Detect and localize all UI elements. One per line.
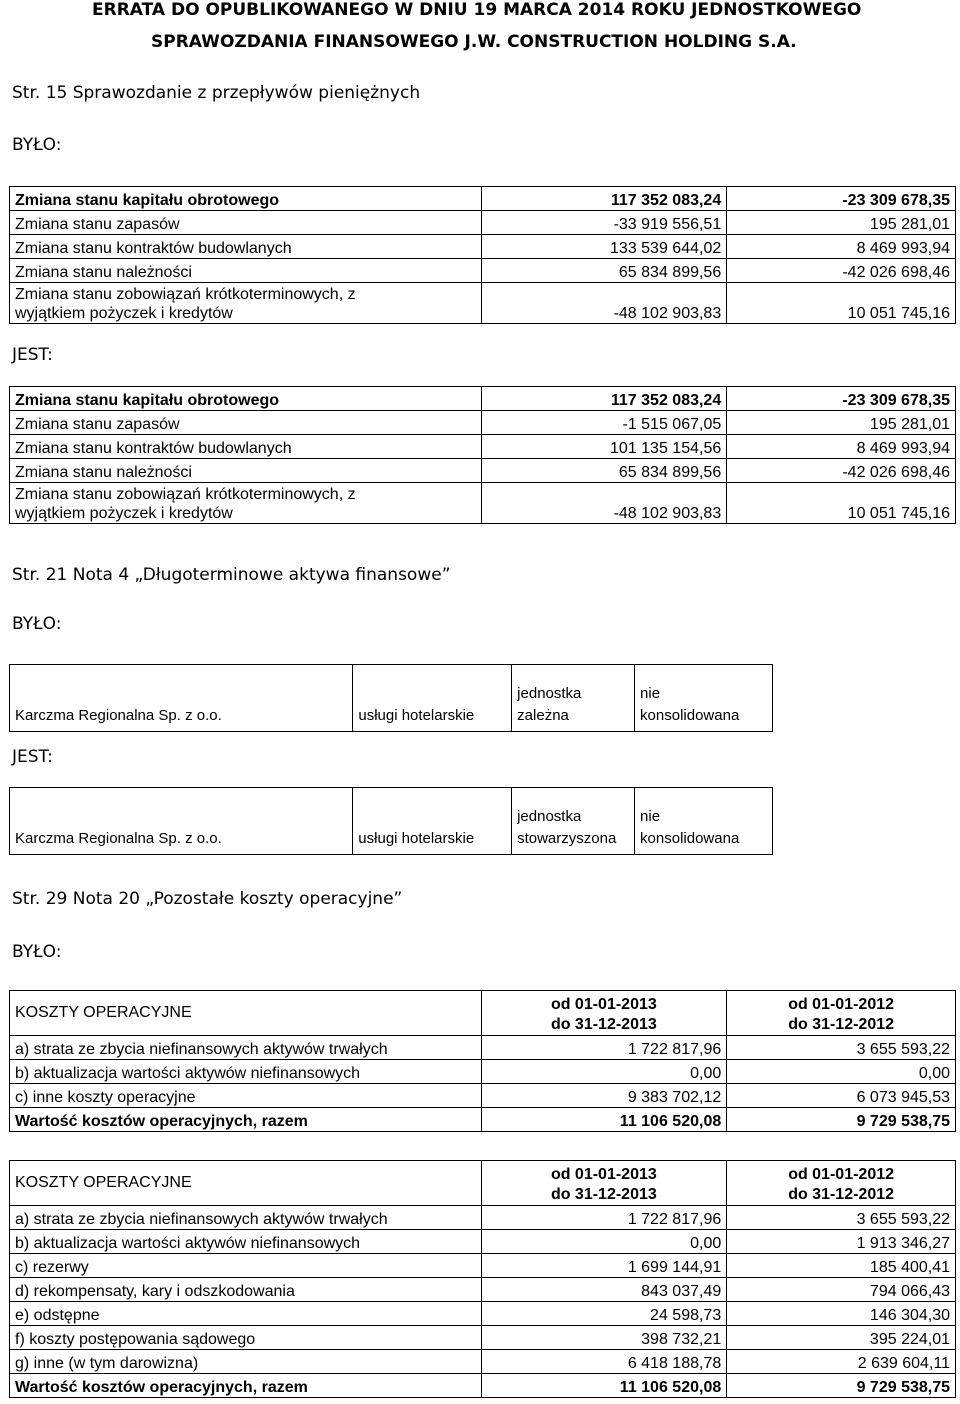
table-row: Zmiana stanu zobowiązań krótkoterminowych, z wyjątkiem pożyczek i kredytów -48 102 903,83 10 051 745,16 [10, 283, 956, 324]
table-row: Wartość kosztów operacyjnych, razem 11 106 520,08 9 729 538,75 [10, 1374, 956, 1398]
table-row: a) strata ze zbycia niefinansowych aktywów trwałych 1 722 817,96 3 655 593,22 [10, 1036, 956, 1060]
cashflow-table-before [9, 186, 956, 324]
table-row: Zmiana stanu kontraktów budowlanych 133 539 644,02 8 469 993,94 [10, 235, 956, 259]
table-row: Zmiana stanu zapasów -33 919 556,51 195 281,01 [10, 211, 956, 235]
table-row: f) koszty postępowania sądowego 398 732,21 395 224,01 [10, 1326, 956, 1350]
table-row: c) rezerwy 1 699 144,91 185 400,41 [10, 1254, 956, 1278]
label-after: JEST: [12, 345, 53, 365]
note-table-before [9, 664, 773, 732]
table-row: Zmiana stanu kapitału obrotowego 117 352 083,24 -23 309 678,35 [10, 187, 956, 211]
section-heading-cashflow: Str. 15 Sprawozdanie z przepływów pieniężnych [12, 83, 421, 103]
title-line-1: ERRATA DO OPUBLIKOWANEGO W DNIU 19 MARCA 2014 ROKU JEDNOSTKOWEGO [92, 0, 862, 20]
table-row: a) strata ze zbycia niefinansowych aktywów trwałych 1 722 817,96 3 655 593,22 [10, 1206, 956, 1230]
table-row: Zmiana stanu kapitału obrotowego 117 352 083,24 -23 309 678,35 [10, 387, 956, 411]
table-row: b) aktualizacja wartości aktywów niefinansowych 0,00 1 913 346,27 [10, 1230, 956, 1254]
title-line-2: SPRAWOZDANIA FINANSOWEGO J.W. CONSTRUCTION HOLDING S.A. [151, 32, 797, 52]
table-row: Zmiana stanu zapasów -1 515 067,05 195 281,01 [10, 411, 956, 435]
table-row: d) rekompensaty, kary i odszkodowania 843 037,49 794 066,43 [10, 1278, 956, 1302]
table-row: Zmiana stanu należności 65 834 899,56 -42 026 698,46 [10, 259, 956, 283]
section-heading-note-4: Str. 21 Nota 4 „Długoterminowe aktywa finansowe” [12, 565, 451, 585]
section-heading-note-20: Str. 29 Nota 20 „Pozostałe koszty operacyjne” [12, 889, 403, 909]
note-table-after [9, 787, 773, 855]
table-row: c) inne koszty operacyjne 9 383 702,12 6 073 945,53 [10, 1084, 956, 1108]
table-row: Karczma Regionalna Sp. z o.o. usługi hotelarskie jednostka stowarzyszona nie konsolidowana [10, 788, 773, 855]
table-row: Zmiana stanu należności 65 834 899,56 -42 026 698,46 [10, 459, 956, 483]
costs-table-after [9, 1160, 956, 1398]
label-before: BYŁO: [12, 135, 62, 155]
table-row: e) odstępne 24 598,73 146 304,30 [10, 1302, 956, 1326]
table-row: g) inne (w tym darowizna) 6 418 188,78 2 639 604,11 [10, 1350, 956, 1374]
label-before: BYŁO: [12, 942, 62, 962]
table-row: Wartość kosztów operacyjnych, razem 11 106 520,08 9 729 538,75 [10, 1108, 956, 1132]
table-row: Karczma Regionalna Sp. z o.o. usługi hotelarskie jednostka zależna nie konsolidowana [10, 665, 773, 732]
table-header-row: KOSZTY OPERACYJNE od 01-01-2013 do 31-12-2013 od 01-01-2012 do 31-12-2012 [10, 1161, 956, 1206]
cashflow-table-after [9, 386, 956, 524]
costs-table-before [9, 990, 956, 1132]
table-row: Zmiana stanu kontraktów budowlanych 101 135 154,56 8 469 993,94 [10, 435, 956, 459]
table-row: b) aktualizacja wartości aktywów niefinansowych 0,00 0,00 [10, 1060, 956, 1084]
label-after: JEST: [12, 747, 53, 767]
table-row: Zmiana stanu zobowiązań krótkoterminowych, z wyjątkiem pożyczek i kredytów -48 102 903,83 10 051 745,16 [10, 483, 956, 524]
table-header-row: KOSZTY OPERACYJNE od 01-01-2013 do 31-12-2013 od 01-01-2012 do 31-12-2012 [10, 991, 956, 1036]
label-before: BYŁO: [12, 614, 62, 634]
